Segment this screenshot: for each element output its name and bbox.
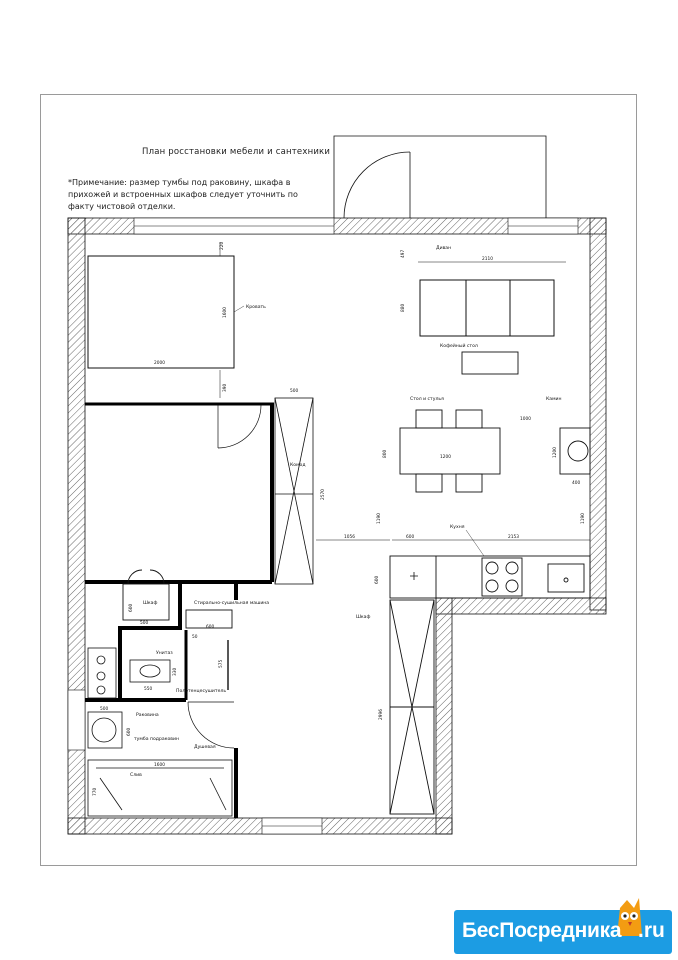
toilet (130, 660, 170, 682)
dining-set (400, 410, 500, 492)
site-logo[interactable] (454, 910, 672, 954)
bed-height-dim: 1600 (223, 307, 228, 318)
coffee-table-label: Кофейный стол (440, 344, 478, 349)
left-gap-dim: 1190 (377, 513, 382, 524)
toilet-w-dim: 550 (144, 687, 153, 692)
shower-w-dim: 1600 (154, 763, 165, 768)
right-gap-dim: 1190 (581, 513, 586, 524)
towel-warmer-label: Полотенцесушитель (176, 689, 227, 694)
interior-walls (85, 404, 274, 818)
drain-label: Слив (130, 773, 142, 778)
washer-gap-dim: 50 (192, 635, 198, 640)
table-depth-dim: 800 (383, 449, 388, 458)
plan-title: План росстановки мебели и сантехники (142, 147, 331, 157)
sofa-label: Диван (436, 246, 452, 251)
bedroom-door (218, 405, 261, 448)
fireplace (560, 428, 590, 474)
sink (88, 712, 122, 748)
bed-label: Кровать (246, 305, 266, 310)
sofa-width-dim: 2110 (482, 257, 493, 262)
sofa-top-dim: 497 (401, 249, 406, 258)
fireplace-width-dim: 400 (572, 481, 581, 486)
sink-cabinet-label: тумба подраковин (134, 737, 179, 742)
logo-text: БесПосредника (462, 919, 622, 942)
hall-closet (390, 600, 434, 814)
balcony (334, 136, 546, 218)
sink-w-dim: 500 (100, 707, 109, 712)
shower (88, 760, 232, 816)
counter-gap-dim: 1056 (344, 535, 355, 540)
bathroom-door (188, 702, 234, 748)
bed-top-dim: 220 (220, 241, 225, 250)
coffee-table (462, 352, 518, 374)
logo-suffix: .ru (638, 919, 665, 942)
towel-h-dim: 575 (219, 659, 224, 668)
wardrobe-length-dim: 2570 (321, 489, 326, 500)
sink-label: Раковина (136, 713, 159, 718)
sink-d-dim: 600 (127, 727, 132, 736)
washer-label: Стирально-сушильная машина (194, 601, 270, 606)
wardrobe-label: Комод (290, 463, 306, 468)
dining-label: Стол и стулья (410, 397, 444, 402)
bath-left-column (88, 648, 116, 698)
fireplace-label: Камин (546, 397, 562, 402)
toilet-label: Унитаз (156, 651, 173, 656)
closet-length-dim: 2996 (379, 709, 384, 720)
fireplace-size-dim: 1200 (553, 447, 558, 458)
toilet-d-dim: 330 (173, 667, 178, 676)
table-fireplace-dim: 1000 (520, 417, 531, 422)
table-width-dim: 1200 (440, 455, 451, 460)
hall-closet-label: Шкаф (356, 615, 371, 620)
sofa-depth-dim: 880 (401, 303, 406, 312)
entry-closet-label: Шкаф (143, 601, 158, 606)
wardrobe-width-dim: 500 (290, 389, 299, 394)
hall-closet-d-dim: 500 (140, 621, 149, 626)
kitchen-counter (390, 556, 590, 598)
hall-closet-w-dim: 600 (129, 603, 134, 612)
counter-depth-dim: 600 (375, 575, 380, 584)
bed-width-dim: 2000 (154, 361, 165, 366)
plan-note: *Примечание: размер тумбы под раковину, шкафа в прихожей и встроенных шкафов следует уточнить по факту чистовой отделки. (68, 178, 298, 211)
counter-a-dim: 600 (406, 535, 415, 540)
shower-label: Душевая (194, 745, 216, 750)
kitchen-label: Кухня (450, 525, 465, 530)
wardrobe (275, 398, 313, 584)
shower-side-dim: 770 (93, 787, 98, 796)
bed (88, 242, 234, 398)
washer-w-dim: 600 (206, 625, 215, 630)
sofa (418, 262, 566, 336)
bed-bottom-dim: 390 (223, 383, 228, 392)
counter-b-dim: 2153 (508, 535, 519, 540)
